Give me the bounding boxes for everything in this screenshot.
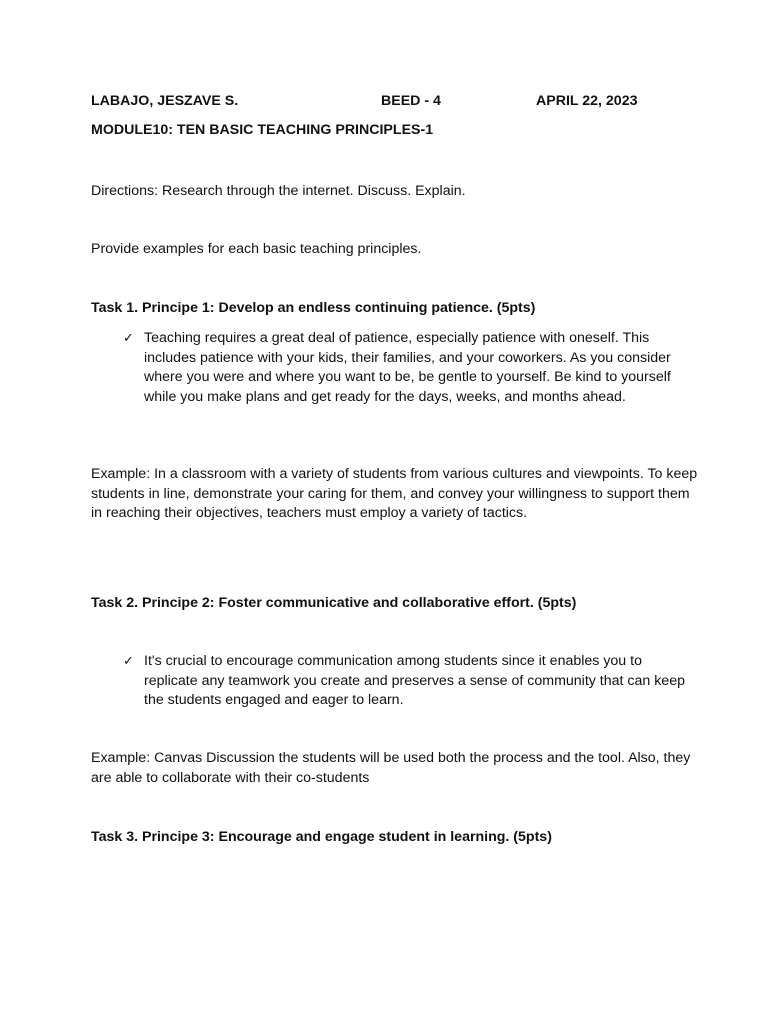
instruction-text: Provide examples for each basic teaching principles. <box>91 241 422 257</box>
task-2-heading: Task 2. Principe 2: Foster communicative and collaborative effort. (5pts) <box>91 595 577 611</box>
task-2-bullet-text: It's crucial to encourage communication among students since it enables you to replicate any teamwork you create and preserves a sense of community that can keep the students engaged and eager to learn. <box>144 653 685 708</box>
course-label: BEED - 4 <box>381 93 441 109</box>
document-date: APRIL 22, 2023 <box>536 93 638 109</box>
task-2-example: Example: Canvas Discussion the students will be used both the process and the tool. Also, they are able to collaborate with their co-students <box>91 750 691 786</box>
task-3-heading: Task 3. Principe 3: Encourage and engage student in learning. (5pts) <box>91 829 552 845</box>
student-name: LABAJO, JESZAVE S. <box>91 93 239 109</box>
directions-text: Directions: Research through the internet. Discuss. Explain. <box>91 183 466 199</box>
task-1-bullet-text: Teaching requires a great deal of patience, especially patience with oneself. This includes patience with your kids, their families, and your coworkers. As you consider where you were and where you want to be, be gentle to yourself. Be kind to yourself while you make plans and get ready for the days, weeks, and months ahead. <box>144 330 671 405</box>
task-1-heading: Task 1. Principe 1: Develop an endless continuing patience. (5pts) <box>91 300 536 316</box>
checkmark-icon: ✓ <box>123 654 134 669</box>
module-title: MODULE10: TEN BASIC TEACHING PRINCIPLES-1 <box>91 122 434 138</box>
checkmark-icon: ✓ <box>123 331 134 346</box>
task-1-example: Example: In a classroom with a variety of students from various cultures and viewpoints. To keep students in line, demonstrate your caring for them, and convey your willingness to support them in reaching their objectives, teachers must employ a variety of tactics. <box>91 466 698 521</box>
